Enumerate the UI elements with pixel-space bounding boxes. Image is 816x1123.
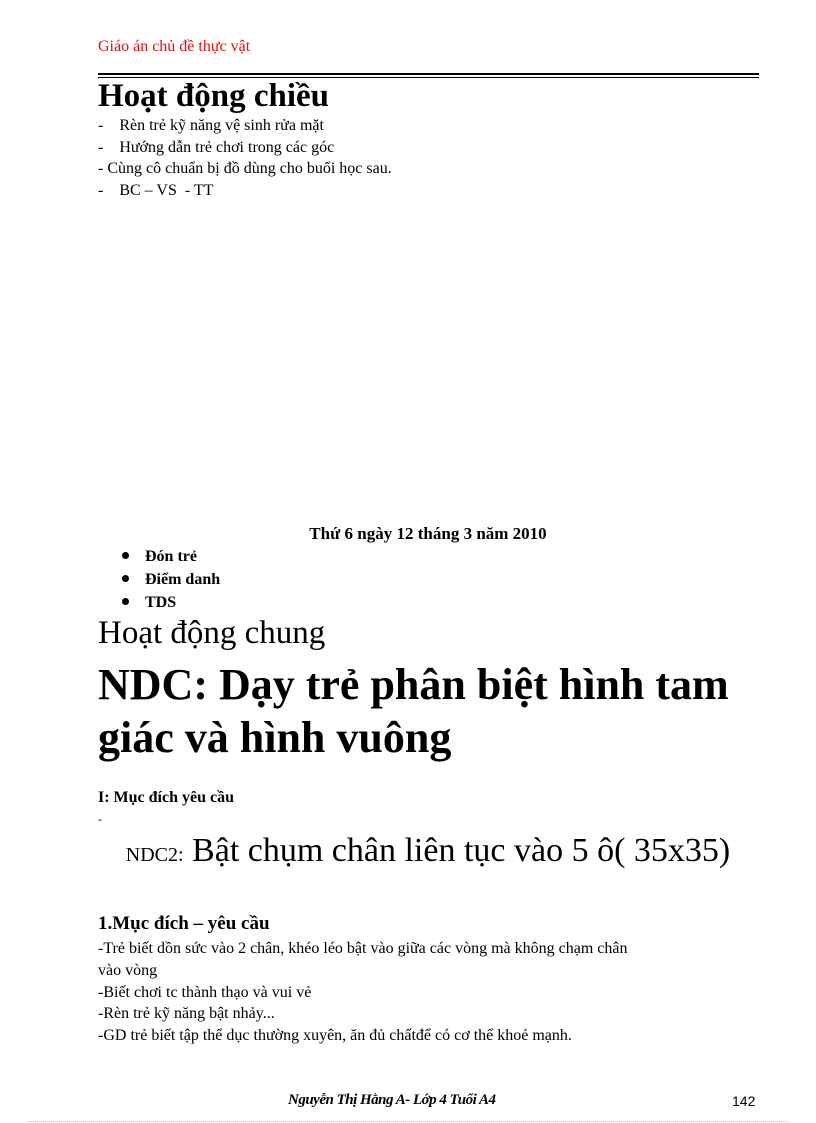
list-item xyxy=(122,571,220,589)
body-line: -GD trẻ biết tập thể dục thường xuyên, ăn đủ chấtđể có cơ thể khoẻ mạnh. xyxy=(98,1027,572,1044)
date-heading: Thứ 6 ngày 12 tháng 3 năm 2010 xyxy=(309,524,547,543)
header-rule-thick xyxy=(98,73,759,75)
list-item-label: Đón trẻ xyxy=(145,548,197,565)
section-heading-purpose-2: 1.Mục đích – yêu cầu xyxy=(98,913,270,934)
common-activity-heading: Hoạt động chung xyxy=(98,615,326,651)
bullet-icon xyxy=(122,575,129,582)
afternoon-item: - BC – VS - TT xyxy=(98,182,214,199)
body-line: -Trẻ biết dồn sức vào 2 chân, khéo léo bật vào giữa các vòng mà không chạm chân xyxy=(98,940,628,957)
document-header-title: Giáo án chủ đề thực vật xyxy=(98,38,251,55)
section-heading-purpose: I: Mục đích yêu cầu xyxy=(98,789,234,806)
list-item xyxy=(122,548,197,566)
lesson-title: NDC: Dạy trẻ phân biệt hình tam giác và hình vuông xyxy=(98,660,729,762)
footer-rule xyxy=(28,1121,788,1122)
page-number: 142 xyxy=(732,1093,756,1109)
body-line: -Biết chơi tc thành thạo và vui vẻ xyxy=(98,984,312,1001)
afternoon-item: - Hướng dẫn trẻ chơi trong các góc xyxy=(98,139,335,156)
afternoon-item: - Cùng cô chuẩn bị đồ dùng cho buổi học sau. xyxy=(98,160,392,177)
empty-dash: - xyxy=(98,812,102,826)
list-item-label: Điểm danh xyxy=(145,571,221,588)
bullet-icon xyxy=(122,552,129,559)
body-line: vào vòng xyxy=(98,962,158,979)
afternoon-item: - Rèn trẻ kỹ năng vệ sinh rửa mặt xyxy=(98,117,324,134)
body-line: -Rèn trẻ kỹ năng bật nhảy... xyxy=(98,1005,275,1022)
list-item xyxy=(122,594,176,612)
list-item-label: TDS xyxy=(145,594,177,611)
footer-signature: Nguyễn Thị Hằng A- Lớp 4 Tuổi A4 xyxy=(288,1092,496,1108)
ndc2-heading xyxy=(98,830,758,876)
ndc2-text: Bật chụm chân liên tục vào 5 ô( 35x35) xyxy=(183,832,731,869)
afternoon-activity-heading: Hoạt động chiều xyxy=(98,78,330,114)
ndc2-prefix: NDC2: xyxy=(125,844,184,866)
bullet-icon xyxy=(122,598,129,605)
